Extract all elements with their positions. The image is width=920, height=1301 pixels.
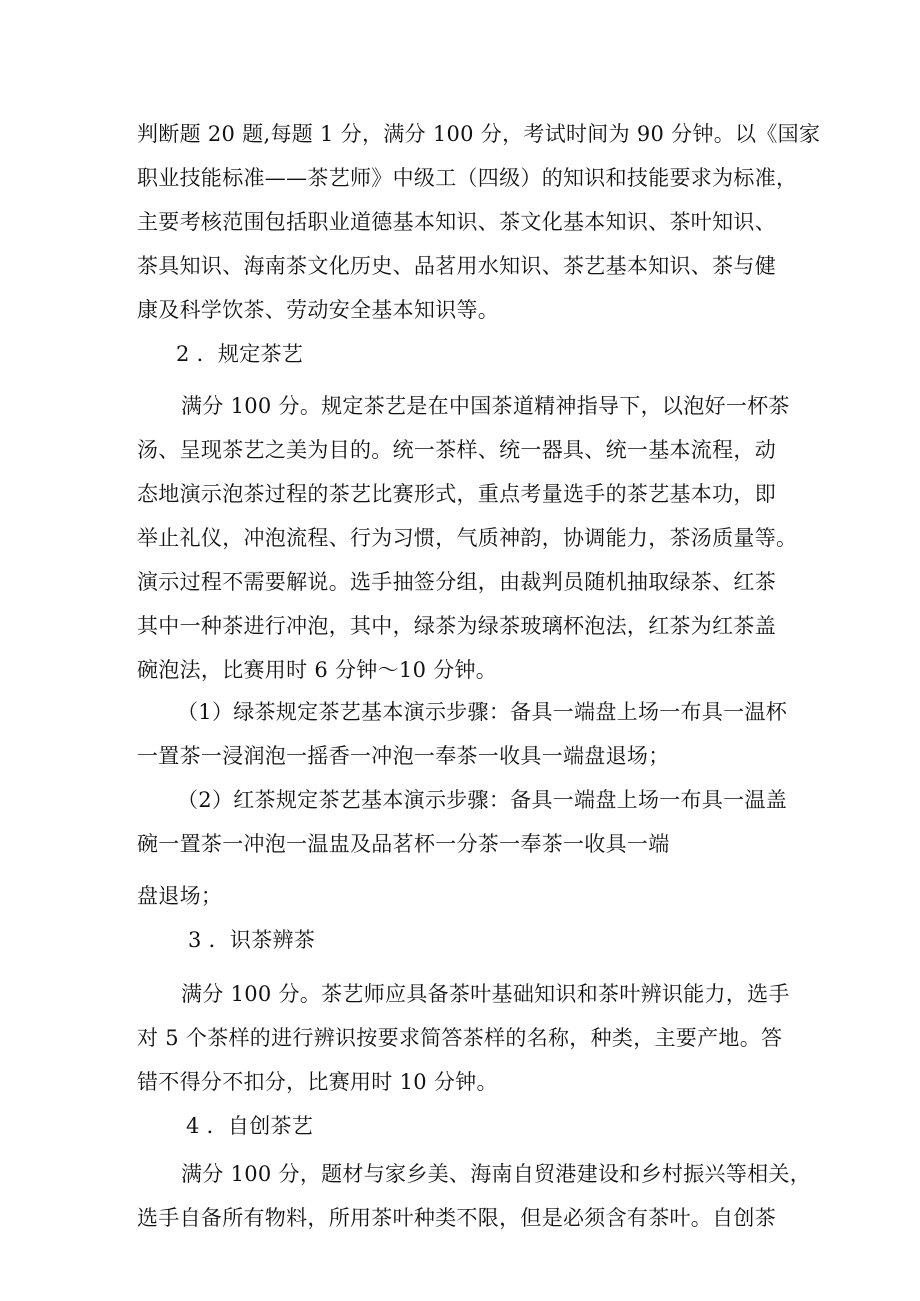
text-line: 错不得分不扣分，比赛用时 10 分钟。 <box>137 1070 498 1094</box>
text-line: 满分 100 分。规定茶艺是在中国茶道精神指导下，以泡好一杯茶 <box>181 394 790 418</box>
text-line: 碗一置茶一冲泡一温盅及品茗杯一分茶一奉茶一收具一端 <box>137 832 670 856</box>
text-line: 满分 100 分。茶艺师应具备茶叶基础知识和茶叶辨识能力，选手 <box>181 982 790 1006</box>
text-line: 茶具知识、海南茶文化历史、品茗用水知识、茶艺基本知识、茶与健 <box>137 254 776 278</box>
text-line: 汤、呈现茶艺之美为目的。统一茶样、统一器具、统一基本流程，动 <box>137 438 776 462</box>
text-line: 态地演示泡茶过程的茶艺比赛形式，重点考量选手的茶艺基本功，即 <box>137 482 776 506</box>
text-line: 对 5 个茶样的进行辨识按要求简答茶样的名称，种类，主要产地。答 <box>137 1026 783 1050</box>
text-line: 其中一种茶进行冲泡，其中，绿茶为绿茶玻璃杯泡法，红茶为红茶盖 <box>137 614 776 638</box>
text-line: 举止礼仪，冲泡流程、行为习惯，气质神韵，协调能力，茶汤质量等。 <box>137 526 798 550</box>
section-heading: 3 ．识茶辨茶 <box>188 928 316 952</box>
text-line: 职业技能标准——茶艺师》中级工（四级）的知识和技能要求为标准， <box>137 166 798 190</box>
section-heading: 4 ．自创茶艺 <box>186 1114 314 1138</box>
list-item: （2）红茶规定茶艺基本演示步骤：备具一端盘上场一布具一温盖 <box>177 788 788 812</box>
text-line: 满分 100 分，题材与家乡美、海南自贸港建设和乡村振兴等相关， <box>181 1162 812 1186</box>
text-line: 一置茶一浸润泡一摇香一冲泡一奉茶一收具一端盘退场； <box>137 744 670 768</box>
list-item: （1）绿茶规定茶艺基本演示步骤：备具一端盘上场一布具一温杯 <box>177 700 788 724</box>
text-line: 主要考核范围包括职业道德基本知识、茶文化基本知识、茶叶知识、 <box>137 210 776 234</box>
text-line: 演示过程不需要解说。选手抽签分组，由裁判员随机抽取绿茶、红茶 <box>137 570 776 594</box>
text-line: 康及科学饮茶、劳动安全基本知识等。 <box>137 298 500 322</box>
section-heading: 2 ．规定茶艺 <box>176 342 304 366</box>
text-line: 碗泡法，比赛用时 6 分钟～10 分钟。 <box>137 658 498 682</box>
text-line: 选手自备所有物料，所用茶叶种类不限，但是必须含有茶叶。自创茶 <box>137 1206 776 1230</box>
text-line: 盘退场； <box>137 884 223 908</box>
text-line: 判断题 20 题,每题 1 分，满分 100 分，考试时间为 90 分钟。以《国家 <box>137 122 821 146</box>
